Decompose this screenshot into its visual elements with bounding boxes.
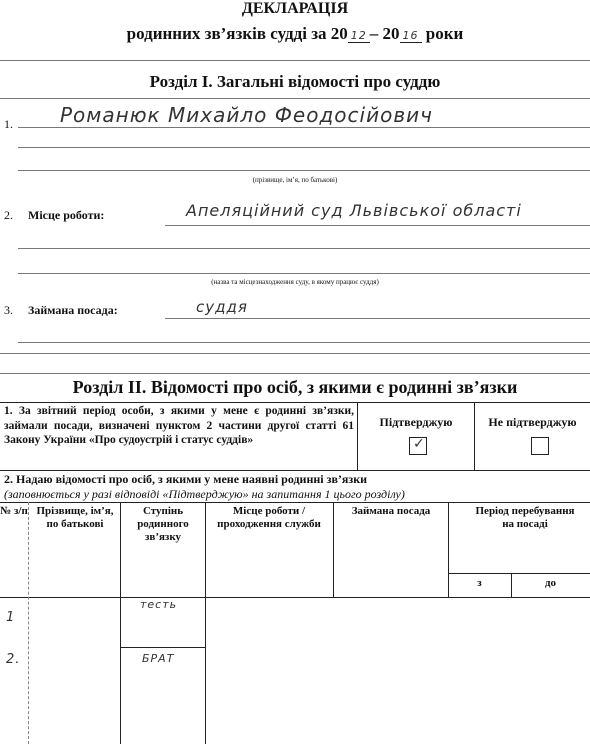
table-border (0, 597, 590, 598)
table-border (120, 647, 205, 648)
table-border (474, 402, 475, 470)
field-line (0, 353, 590, 354)
divider (0, 373, 590, 374)
row1-number: 1 (6, 610, 16, 625)
question2-note: (заповнюється у разі відповіді «Підтверджую» на запитання 1 цього розділу) (4, 487, 405, 501)
field-line (18, 147, 590, 148)
confirm-checkbox[interactable] (409, 437, 427, 455)
document-title: ДЕКЛАРАЦІЯ (241, 0, 349, 17)
subtitle-dash: – 20 (369, 24, 400, 43)
document-subtitle (0, 24, 590, 44)
judge-name-value: Романюк Михайло Феодосійович (60, 103, 433, 127)
table-border (120, 502, 121, 744)
row2-number: 2. (6, 652, 21, 667)
field-line (18, 273, 590, 274)
position-label: Займана посада: (28, 303, 118, 317)
not-confirm-label: Не підтверджую (488, 415, 577, 429)
table-border (0, 402, 590, 403)
header-position: Займана посада (351, 505, 431, 517)
position-value: суддя (196, 298, 248, 316)
item2-number: 2. (4, 208, 13, 222)
table-border (357, 402, 358, 470)
item2-caption: (назва та місцезнаходження суду, в якому працює суддя) (211, 278, 379, 286)
section2-title: Розділ ІІ. Відомості про осіб, з якими є родинні зв’язки (72, 377, 518, 397)
field-line (18, 248, 590, 249)
item1-number: 1. (4, 117, 13, 131)
row2-degree: БРАТ (142, 652, 175, 665)
table-border (28, 502, 29, 744)
table-border (0, 502, 590, 503)
field-line (18, 170, 590, 171)
row1-degree: тесть (140, 598, 178, 611)
item1-caption: (прізвище, ім’я, по батькові) (252, 176, 338, 184)
workplace-label: Місце роботи: (28, 208, 105, 222)
header-degree: Ступінь родинного зв’язку (137, 505, 189, 543)
year-from: 12 (348, 29, 370, 43)
header-workplace: Місце роботи /проходження служби (217, 505, 321, 530)
field-line (165, 318, 590, 319)
question2-title: 2. Надаю відомості про осіб, з якими у мене наявні родинні зв’язки (4, 472, 368, 486)
divider (0, 60, 590, 61)
field-line (18, 342, 590, 343)
header-number: № з/п (0, 505, 28, 517)
divider (0, 98, 590, 99)
item3-number: 3. (4, 303, 13, 317)
table-border (205, 502, 206, 744)
subtitle-suffix: роки (425, 24, 464, 43)
question1-text: 1. За звітний період особи, з якими у мене є родинні зв’язки, займали посади, визначені пунктом 2 частини другої статті 61 Закону України «Про судоустрій і статус суддів» (4, 405, 354, 446)
field-line (165, 225, 590, 226)
year-to: 16 (400, 29, 422, 43)
not-confirm-checkbox[interactable] (531, 437, 549, 455)
workplace-value: Апеляційний суд Львівської області (186, 201, 522, 220)
confirm-label: Підтверджую (379, 415, 453, 429)
field-line (18, 127, 590, 128)
subtitle-prefix: родинних зв’язків судді за 20 (126, 24, 348, 43)
table-border (448, 573, 590, 574)
header-name: Прізвище, ім’я, по батькові (36, 505, 114, 530)
check-mark-icon: ✓ (413, 436, 426, 452)
table-border (0, 470, 590, 471)
header-period: Період перебування на посаді (475, 505, 575, 530)
section1-title: Розділ І. Загальні відомості про суддю (149, 72, 441, 91)
header-from: з (477, 577, 482, 589)
header-to: до (544, 577, 557, 589)
